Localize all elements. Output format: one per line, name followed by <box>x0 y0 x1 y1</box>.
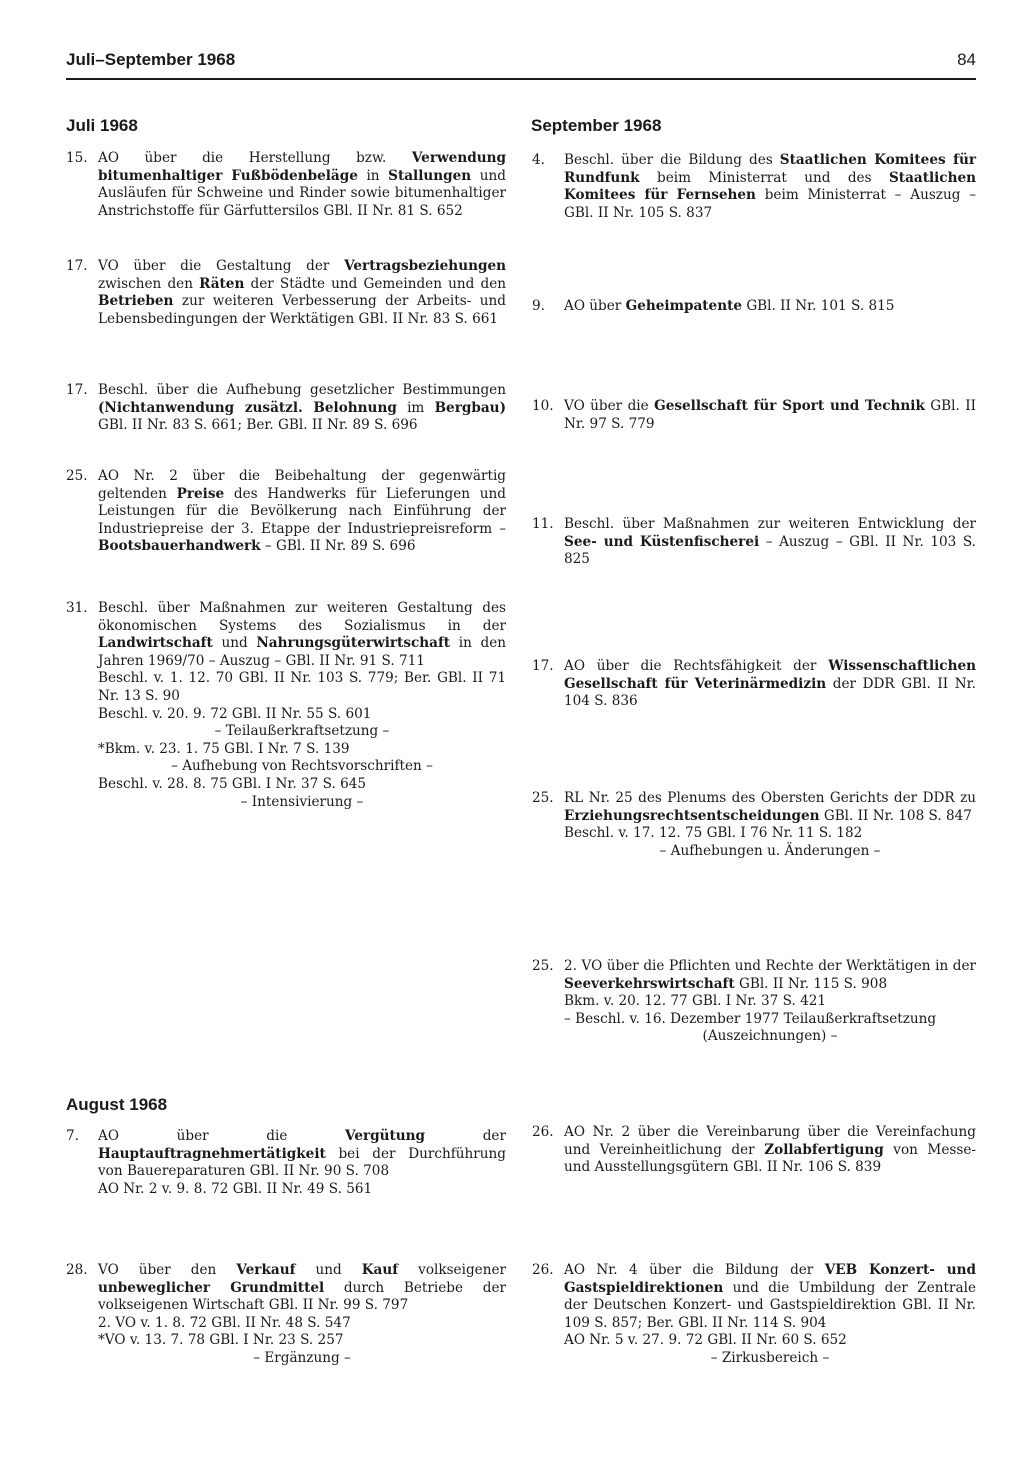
amendment-note: AO Nr. 2 v. 9. 8. 72 GBl. II Nr. 49 S. 561 <box>98 1180 373 1197</box>
entry-number: 7. <box>66 1128 79 1144</box>
entry-right-2 <box>532 298 976 316</box>
running-head <box>66 50 976 80</box>
amendment-note: – Aufhebungen u. Änderungen – <box>659 842 881 859</box>
entry-text: AO über Geheimpatente GBl. II Nr. 101 S. 815 <box>564 298 895 314</box>
amendment-note: AO Nr. 5 v. 27. 9. 72 GBl. II Nr. 60 S. 652 <box>564 1332 847 1349</box>
heading-august: August 1968 <box>66 1095 168 1114</box>
entry-number: 17. <box>66 258 88 274</box>
entry-number: 25. <box>532 790 554 806</box>
entry-number: 10. <box>532 398 554 414</box>
entry-text: AO über die Rechtsfähigkeit der Wissenschaftlichen Gesellschaft für Veterinärmedizin der DDR GBl. II Nr. 104 S. 836 <box>564 658 976 710</box>
entry-left-6 <box>66 1128 506 1198</box>
running-head-title: Juli–September 1968 <box>66 50 236 69</box>
entry-left-2 <box>66 258 506 328</box>
entry-right-8 <box>532 1124 976 1177</box>
entry-text: Beschl. über Maßnahmen zur weiteren Entwicklung der See- und Küstenfischerei – Auszug – GBl. II Nr. 103 S. 825 <box>564 516 976 568</box>
amendment-note: Bkm. v. 20. 12. 77 GBl. I Nr. 37 S. 421 <box>564 993 827 1010</box>
entry-number: 4. <box>532 152 545 168</box>
entry-number: 11. <box>532 516 554 532</box>
entry-amendments <box>98 670 506 811</box>
entry-number: 26. <box>532 1124 554 1140</box>
amendment-note: – Ergänzung – <box>253 1349 351 1366</box>
entry-left-7 <box>66 1262 506 1368</box>
entry-text: Beschl. über Maßnahmen zur weiteren Gestaltung des ökonomischen Systems des Sozialismus in der Landwirtschaft und Nahrungsgüterwirtschaft in den Jahren 1969/70 – Auszug – GBl. II Nr. 91 S. 711 <box>98 600 507 669</box>
entry-number: 28. <box>66 1262 88 1278</box>
amendment-note: – Aufhebung von Rechtsvorschriften – <box>171 758 433 775</box>
entry-left-3 <box>66 382 506 435</box>
entry-right-7 <box>532 958 976 1046</box>
entry-text: AO Nr. 4 über die Bildung der VEB Konzert- und Gastspieldirektionen und die Umbildung der Zentrale der Deutschen Konzert- und Gastspieldirektion GBl. II Nr. 109 S. 857; Ber. GBl. II Nr. 114 S. 904 <box>564 1262 976 1331</box>
heading-july: Juli 1968 <box>66 116 138 135</box>
entry-number: 9. <box>532 298 545 314</box>
entry-number: 15. <box>66 150 88 166</box>
entry-number: 26. <box>532 1262 554 1278</box>
entry-number: 25. <box>532 958 554 974</box>
entry-amendments <box>564 1332 976 1367</box>
entry-text: VO über die Gesellschaft für Sport und Technik GBl. II Nr. 97 S. 779 <box>564 398 976 432</box>
entry-left-4 <box>66 468 506 556</box>
amendment-note: – Intensivierung – <box>240 793 364 810</box>
amendment-note: *Bkm. v. 23. 1. 75 GBl. I Nr. 7 S. 139 <box>98 740 350 757</box>
entry-left-5 <box>66 600 506 811</box>
entry-right-9 <box>532 1262 976 1368</box>
entry-text: AO Nr. 2 über die Beibehaltung der gegenwärtig geltenden Preise des Handwerks für Lieferungen und Leistungen für die Bevölkerung nach Einführung der Industriepreise der 3. Etappe der Industriepreisreform – Bootsbauerhandwerk – GBl. II Nr. 89 S. 696 <box>98 468 506 555</box>
entry-right-3 <box>532 398 976 433</box>
heading-september: September 1968 <box>531 116 662 135</box>
entry-text: AO über die Herstellung bzw. Verwendung bitumenhaltiger Fußbödenbeläge in Stallungen und Ausläufen für Schweine und Rinder sowie bitumenhaltiger Anstrichstoffe für Gärfuttersilos GBl. II Nr. 81 S. 652 <box>98 150 506 219</box>
entry-text: AO über die Vergütung der Hauptauftragnehmertätigkeit bei der Durchführung von Bauereparaturen GBl. II Nr. 90 S. 708 <box>98 1128 506 1180</box>
amendment-note: 2. VO v. 1. 8. 72 GBl. II Nr. 48 S. 547 <box>98 1314 351 1331</box>
amendment-note: – Beschl. v. 16. Dezember 1977 Teilaußerkraftsetzung <box>564 1010 937 1027</box>
amendment-note: (Auszeichnungen) – <box>702 1028 838 1045</box>
entry-number: 17. <box>66 382 88 398</box>
amendment-note: Beschl. v. 1. 12. 70 GBl. II Nr. 103 S. 779; Ber. GBl. II 71 Nr. 13 S. 90 <box>98 670 506 704</box>
amendment-note: – Teilaußerkraftsetzung – <box>214 723 390 740</box>
amendment-note: Beschl. v. 17. 12. 75 GBl. I 76 Nr. 11 S. 182 <box>564 825 863 842</box>
amendment-note: – Zirkusbereich – <box>710 1349 830 1366</box>
entry-amendments <box>564 825 976 860</box>
entry-text: VO über die Gestaltung der Vertragsbeziehungen zwischen den Räten der Städte und Gemeinden und den Betrieben zur weiteren Verbesserung der Arbeits- und Lebensbedingungen der Werktätigen GBl. II Nr. 83 S. 661 <box>98 258 506 327</box>
entry-right-5 <box>532 658 976 711</box>
entry-right-4 <box>532 516 976 569</box>
entry-amendments <box>564 993 976 1046</box>
entry-text: Beschl. über die Bildung des Staatlichen Komitees für Rundfunk beim Ministerrat und des Staatlichen Komitees für Fernsehen beim Ministerrat – Auszug – GBl. II Nr. 105 S. 837 <box>564 152 976 221</box>
entry-amendments <box>98 1315 506 1368</box>
entry-text: 2. VO über die Pflichten und Rechte der Werktätigen in der Seeverkehrswirtschaft GBl. II Nr. 115 S. 908 <box>564 958 976 992</box>
entry-text: VO über den Verkauf und Kauf volkseigener unbeweglicher Grundmittel durch Betriebe der volkseigenen Wirtschaft GBl. II Nr. 99 S. 797 <box>98 1262 506 1314</box>
amendment-note: Beschl. v. 20. 9. 72 GBl. II Nr. 55 S. 601 <box>98 705 372 722</box>
amendment-note: Beschl. v. 28. 8. 75 GBl. I Nr. 37 S. 645 <box>98 775 367 792</box>
entry-text: RL Nr. 25 des Plenums des Obersten Gerichts der DDR zu Erziehungsrechtsentscheidungen GBl. II Nr. 108 S. 847 <box>564 790 976 824</box>
entry-right-6 <box>532 790 976 860</box>
entry-left-1 <box>66 150 506 220</box>
entry-number: 25. <box>66 468 88 484</box>
entry-number: 17. <box>532 658 554 674</box>
amendment-note: *VO v. 13. 7. 78 GBl. I Nr. 23 S. 257 <box>98 1332 344 1349</box>
entry-amendments <box>98 1181 506 1199</box>
entry-number: 31. <box>66 600 88 616</box>
entry-right-1 <box>532 152 976 222</box>
entry-text: Beschl. über die Aufhebung gesetzlicher Bestimmungen (Nichtanwendung zusätzl. Belohnung im Bergbau) GBl. II Nr. 83 S. 661; Ber. GBl. II Nr. 89 S. 696 <box>98 382 506 434</box>
page-number: 84 <box>957 50 976 69</box>
entry-text: AO Nr. 2 über die Vereinbarung über die Vereinfachung und Vereinheitlichung der Zollabfertigung von Messe- und Ausstellungsgütern GBl. II Nr. 106 S. 839 <box>564 1124 976 1176</box>
